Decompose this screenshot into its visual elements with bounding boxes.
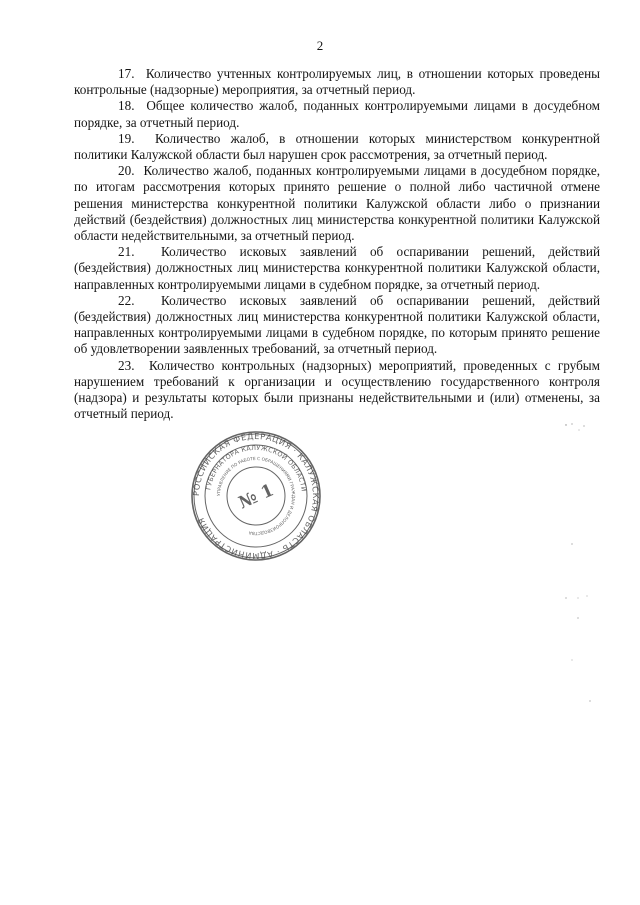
item-number: 21.: [118, 244, 135, 260]
item-text: Количество контрольных (надзорных) мероприятий, проведенных с грубым нарушением требований к организации и осуществлению государственного контроля (надзора) и результаты которых были признаны недействительными и (или) отменены, за отчетный период.: [74, 357, 601, 422]
item-text: Количество жалоб, поданных контролируемыми лицами в досудебном порядке, по итогам рассмотрения которых принято решение о полной либо частичной отмене решения министерства конкурентной политики Калужской области либо о признании действий (бездействия) должностных лиц министерства конкурентной политики Калужской области недействительными, за отчетный период.: [74, 163, 600, 244]
list-item: [74, 244, 600, 293]
item-text: Количество исковых заявлений об оспаривании решений, действий (бездействия) должностных лиц министерства конкурентной политики Калужской области, направленных контролируемыми лицами в судебном порядке, по которым принято решение об удовлетворении заявленных требований, за отчетный период.: [74, 292, 600, 357]
list-item: [74, 293, 600, 358]
official-seal-stamp: [190, 430, 322, 562]
item-text: Количество исковых заявлений об оспаривании решений, действий (бездействия) должностных лиц министерства конкурентной политики Калужской области, направленных контролируемыми лицами в судебном порядке, за отчетный период.: [74, 244, 600, 292]
item-number: 20.: [118, 163, 135, 179]
seal-inner-text: УПРАВЛЕНИЕ ПО РАБОТЕ С ОБРАЩЕНИЯМИ ГРАЖДАН И ДЕЛОПРОИЗВОДСТВА: [216, 456, 296, 536]
list-item: [74, 358, 600, 423]
list-item: [74, 98, 600, 130]
item-number: 19.: [118, 130, 135, 146]
seal-middle-text: ГУБЕРНАТОРА КАЛУЖСКОЙ ОБЛАСТИ: [204, 443, 308, 493]
item-number: 17.: [118, 66, 135, 81]
item-text: Количество жалоб, в отношении которых министерством конкурентной политики Калужской области был нарушен срок рассмотрения, за отчетный период.: [74, 130, 600, 163]
item-text: Общее количество жалоб, поданных контролируемыми лицами в досудебном порядке, за отчетный период.: [74, 98, 601, 130]
document-body: [74, 66, 600, 422]
page-number: 2: [316, 38, 324, 53]
item-number: 22.: [118, 292, 135, 308]
list-item: [74, 66, 600, 98]
item-text: Количество учтенных контролируемых лиц, в отношении которых проведены контрольные (надзорные) мероприятия, за отчетный период.: [74, 66, 600, 98]
item-number: 23.: [118, 357, 135, 373]
list-item: [74, 131, 600, 163]
seal-outer-text: РОССИЙСКАЯ ФЕДЕРАЦИЯ · КАЛУЖСКАЯ ОБЛАСТЬ · АДМИНИСТРАЦИЯ: [190, 430, 322, 562]
item-number: 18.: [118, 98, 135, 114]
list-item: [74, 163, 600, 244]
seal-number: № 1: [235, 480, 278, 514]
